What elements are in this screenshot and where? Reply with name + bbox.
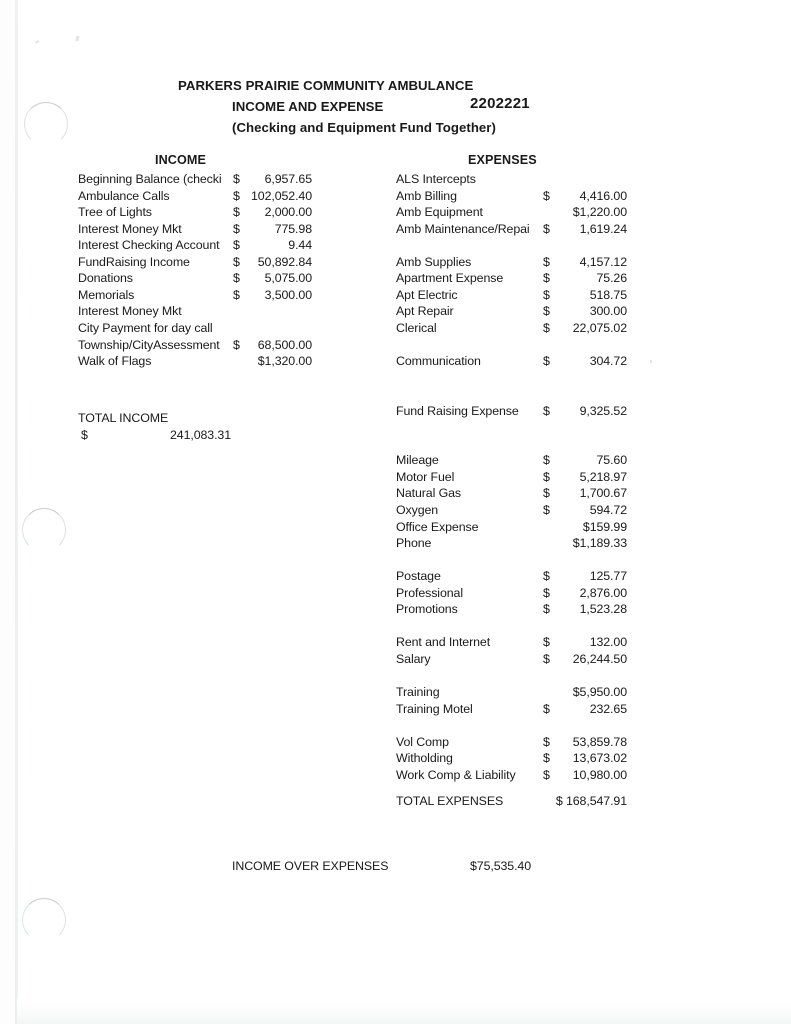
ledger-row-currency-symbol: $	[233, 205, 240, 220]
total-income-currency: $	[81, 428, 88, 442]
ledger-row-currency-symbol: $	[543, 271, 550, 286]
ledger-row-amount: 1,619.24	[579, 221, 627, 236]
ledger-row-currency-symbol: $	[543, 254, 550, 269]
ledger-row-amount: 125.77	[589, 569, 627, 584]
ledger-row-label: Ambulance Calls	[78, 188, 170, 203]
ledger-row-label: Postage	[396, 569, 441, 584]
ledger-row-label: Training Motel	[396, 701, 473, 716]
ledger-row-label: Training	[396, 685, 440, 700]
ledger-row-currency-symbol: $	[543, 602, 550, 617]
ledger-row-amount: $159.99	[582, 519, 627, 534]
ledger-row-amount: 4,157.12	[579, 254, 627, 269]
ledger-row-label: Interest Money Mkt	[78, 304, 182, 319]
ledger-row-label: Donations	[78, 271, 133, 286]
ledger-row-amount: $1,189.33	[572, 536, 627, 551]
ledger-row-label: Office Expense	[396, 519, 479, 534]
ledger-row-label: FundRaising Income	[78, 254, 190, 269]
ledger-row-amount: 132.00	[589, 635, 627, 650]
hole-punch-bottom	[22, 898, 66, 942]
ledger-row-label: Township/CityAssessment	[78, 337, 220, 352]
ledger-row-label: Interest Checking Account	[78, 238, 220, 253]
ledger-row-amount: 5,218.97	[579, 469, 627, 484]
ledger-row-label: Clerical	[396, 320, 437, 335]
ledger-row-amount: $5,950.00	[572, 685, 627, 700]
ledger-row-currency-symbol: $	[543, 569, 550, 584]
ledger-row-amount: 1,523.28	[579, 602, 627, 617]
ledger-row-label: Amb Equipment	[396, 205, 483, 220]
ledger-row-currency-symbol: $	[233, 221, 240, 236]
ledger-row-label: Oxygen	[396, 503, 439, 517]
ledger-row-label: Apt Electric	[396, 287, 458, 302]
ledger-row-label: Mileage	[396, 453, 439, 468]
ledger-row-amount: 3,500.00	[264, 287, 312, 302]
ledger-row-amount: 594.72	[589, 503, 627, 517]
ledger-row-amount: $1,220.00	[572, 205, 627, 220]
ledger-row-currency-symbol: $	[543, 469, 550, 484]
ledger-row-label: ALS Intercepts	[396, 172, 476, 186]
ledger-row-amount: 9,325.52	[579, 403, 627, 418]
ledger-row-label: Tree of Lights	[78, 205, 152, 220]
ledger-row-currency-symbol: $	[543, 453, 550, 468]
expenses-section-heading: EXPENSES	[468, 153, 537, 167]
ledger-row-currency-symbol: $	[543, 188, 550, 203]
ledger-row-amount: 22,075.02	[572, 320, 627, 335]
ledger-row-amount: 775.98	[274, 221, 312, 236]
ledger-row-currency-symbol: $	[543, 287, 550, 302]
ledger-row-amount: 5,075.00	[264, 271, 312, 286]
ledger-row-currency-symbol: $	[543, 751, 550, 766]
ledger-row-currency-symbol: $	[233, 287, 240, 302]
ledger-row-amount: 9.44	[288, 238, 312, 253]
income-section-heading: INCOME	[155, 153, 206, 167]
ledger-row-currency-symbol: $	[233, 271, 240, 286]
total-income-label: TOTAL INCOME	[78, 411, 169, 425]
ledger-row-label: Apartment Expense	[396, 271, 504, 286]
ledger-row-amount: 75.26	[596, 271, 627, 286]
total-expenses-amount: $ 168,547.91	[555, 794, 627, 808]
ledger-row-currency-symbol: $	[543, 503, 550, 517]
ledger-row-label: Phone	[396, 536, 432, 551]
ledger-row-label: Walk of Flags	[78, 354, 152, 369]
ledger-row-currency-symbol: $	[543, 304, 550, 319]
scan-margin-outer	[0, 0, 16, 1024]
ledger-row-label: Rent and Internet	[396, 635, 491, 650]
ledger-row-amount: 304.72	[589, 354, 627, 369]
ledger-row-label: Professional	[396, 585, 463, 600]
ledger-row-amount: 102,052.40	[250, 188, 312, 203]
ledger-row-label: Apt Repair	[396, 304, 454, 319]
ledger-row-label: Promotions	[396, 602, 458, 617]
ledger-row-amount: 13,673.02	[572, 751, 627, 766]
ledger-row-currency-symbol: $	[543, 651, 550, 666]
ledger-row-label: Work Comp & Liability	[396, 767, 516, 782]
ledger-row-currency-symbol: $	[543, 585, 550, 600]
ledger-row-label: Natural Gas	[396, 486, 462, 501]
ledger-row-amount: 4,416.00	[579, 188, 627, 203]
paper-left-edge	[15, 0, 17, 1024]
ledger-row-amount: $1,320.00	[257, 354, 312, 369]
income-over-expenses-label: INCOME OVER EXPENSES	[232, 859, 389, 873]
ledger-row-amount: 300.00	[589, 304, 627, 319]
ledger-row-amount: 68,500.00	[257, 337, 312, 352]
hole-punch-middle	[22, 508, 66, 552]
ledger-row-amount: 75.60	[596, 453, 627, 468]
ledger-row-currency-symbol: $	[543, 701, 550, 716]
ledger-row-currency-symbol: $	[543, 734, 550, 749]
ledger-row-currency-symbol: $	[233, 254, 240, 269]
ledger-row-currency-symbol: $	[543, 221, 550, 236]
ledger-row-label: Amb Billing	[396, 188, 457, 203]
report-reference-number: 2202221	[470, 95, 530, 112]
ledger-row-amount: 26,244.50	[572, 651, 627, 666]
ledger-row-label: Fund Raising Expense	[396, 403, 519, 418]
total-income-amount: 241,083.31	[169, 428, 231, 442]
ledger-row-currency-symbol: $	[543, 635, 550, 650]
ledger-row-amount: 518.75	[589, 287, 627, 302]
ledger-row-currency-symbol: $	[543, 403, 550, 418]
ledger-row-amount: 50,892.84	[257, 254, 312, 269]
ledger-row-amount: 53,859.78	[572, 734, 627, 749]
report-title: INCOME AND EXPENSE	[232, 99, 384, 114]
ledger-row-label: Memorials	[78, 287, 135, 302]
ledger-row-currency-symbol: $	[233, 337, 240, 352]
hole-punch-top	[24, 102, 68, 146]
ledger-row-amount: 2,876.00	[579, 585, 627, 600]
report-subtitle: (Checking and Equipment Fund Together)	[232, 120, 496, 135]
ledger-row-label: Amb Supplies	[396, 254, 472, 269]
ledger-row-label: Motor Fuel	[396, 469, 455, 484]
ledger-row-currency-symbol: $	[233, 238, 240, 253]
ledger-row-amount: 232.65	[589, 701, 627, 716]
ledger-row-currency-symbol: $	[543, 354, 550, 369]
paper-bottom-edge	[17, 998, 791, 1024]
ledger-row-currency-symbol: $	[233, 188, 240, 203]
ledger-row-label: Witholding	[396, 751, 453, 766]
organization-title: PARKERS PRAIRIE COMMUNITY AMBULANCE	[178, 78, 474, 93]
ledger-row-currency-symbol: $	[543, 486, 550, 501]
scan-speck	[650, 360, 652, 363]
ledger-row-label: Communication	[396, 354, 481, 369]
ledger-row-amount: 1,700.67	[579, 486, 627, 501]
ledger-row-label: Interest Money Mkt	[78, 221, 182, 236]
ledger-row-label: Amb Maintenance/Repai	[396, 221, 530, 236]
ledger-row-currency-symbol: $	[543, 767, 550, 782]
total-expenses-label: TOTAL EXPENSES	[396, 794, 504, 808]
ledger-row-label: Beginning Balance (checki	[78, 172, 222, 186]
ledger-row-amount: 10,980.00	[572, 767, 627, 782]
ledger-row-amount: 6,957.65	[264, 172, 312, 186]
ledger-row-currency-symbol: $	[543, 320, 550, 335]
ledger-row-label: Vol Comp	[396, 734, 449, 749]
income-over-expenses-amount: $75,535.40	[469, 859, 531, 873]
ledger-row-currency-symbol: $	[233, 172, 240, 186]
ledger-row-amount: 2,000.00	[264, 205, 312, 220]
ledger-row-label: Salary	[396, 651, 431, 666]
ledger-row-label: City Payment for day call	[78, 320, 213, 335]
